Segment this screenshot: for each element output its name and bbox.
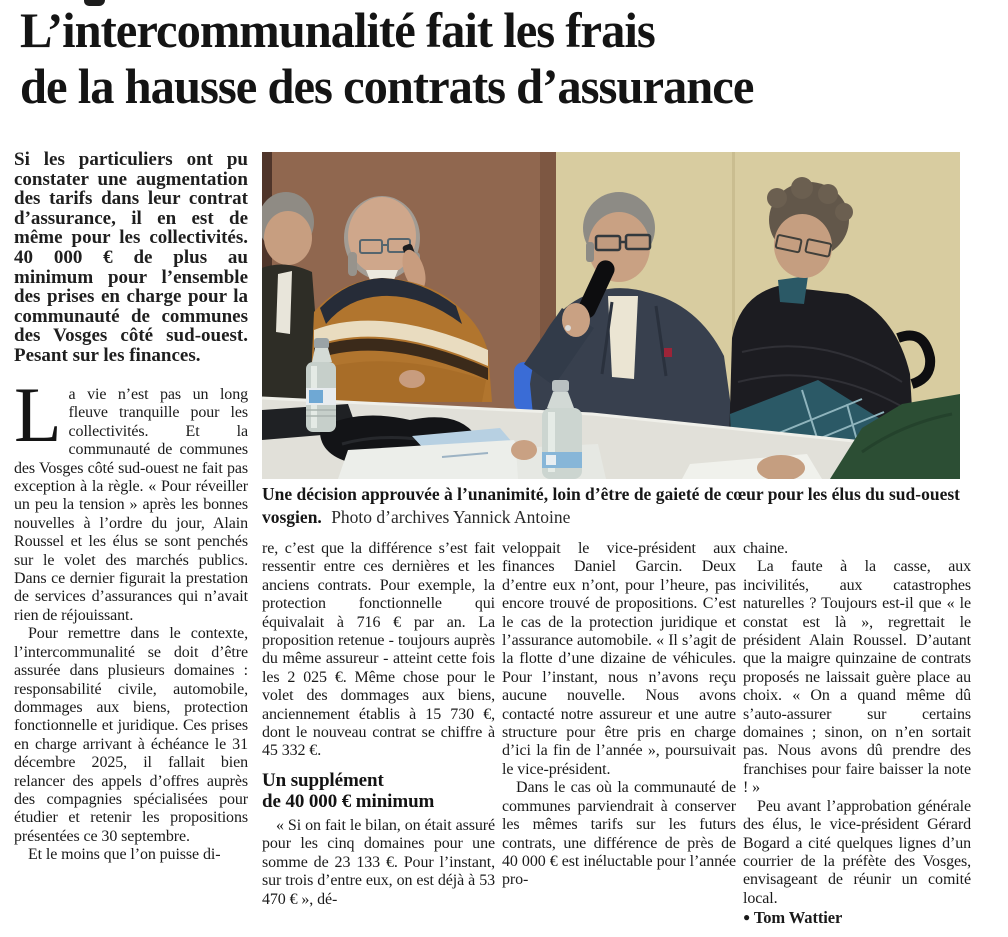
- subhead: [262, 770, 495, 812]
- paragraph: re, c’est que la différence s’est fait ressentir entre ces dernières et les anciens contrats. Pour exemple, la protection fonctionnelle qui équivalait à 716 € par an. La proposition retenue - toujours auprès du même assureur - atteint cette fois les 2 025 €. Même chose pour le volet des dommages aux biens, anciennement établis à 15 730 €, dont le nouveau contrat se chiffre à 45 332 €.: [262, 540, 495, 760]
- article-column-2: [262, 540, 495, 909]
- paragraph: Dans le cas où la communauté de communes parviendrait à conserver les mêmes tarifs sur les futurs contrats, une différence de près de 40 000 € est inéluctable pour l’année pro-: [502, 779, 736, 889]
- paragraph: Peu avant l’approbation générale des élus, le vice-président Gérard Bogard a cité quelques lignes d’un courrier de la préfète des Vosges, envisageant de réunir un comité local.: [743, 797, 971, 907]
- standfirst: Si les particuliers ont pu constater une augmentation des tarifs dans leur contrat d’assurance, il en est de même pour les collectivités. 40 000 € de plus au minimum pour l’ensemble des prises en charge pour la communauté de communes des Vosges côté sud-ouest. Pesant sur les finances.: [14, 149, 248, 366]
- caption-credit: Photo d’archives Yannick Antoine: [331, 507, 571, 527]
- paragraph: « Si on fait le bilan, on était assuré pour les cinq domaines pour une somme de 23 133 €. Pour l’instant, sur trois d’entre eux, on est déjà à 53 470 € », dé-: [262, 816, 495, 908]
- article-column-1: [14, 371, 248, 865]
- paragraph: La faute à la casse, aux incivilités, aux catastrophes naturelles ? Toujours est-il que « le constat est là », regrettait le président Alain Roussel. D’autant que la maigre quinzaine de contrats proposés ne laissait guère place au choix. « On a quand même dû s’auto-assurer sur certains domaines ; sinon, on n’en sortait pas. Nous avons dû prendre des franchises pour faire baisser la note ! »: [743, 558, 971, 797]
- headline: [20, 2, 951, 114]
- byline: [743, 908, 971, 927]
- byline-bullet-icon: ●: [743, 910, 751, 925]
- paragraph: chaine.: [743, 540, 789, 557]
- paragraph-text: a vie n’est pas un long fleuve tranquille pour les collectivités. Et la communauté de communes des Vosges côté sud-ouest ne fait pas exception à la règle. « Pour réveiller un peu la tension » après les bonnes nouvelles à l’ordre du jour, Alain Roussel et les élus se sont penchés sur le volet des marchés publics. Dans ce dernier figurait la prestation de services d’assurances qui n’avait rien de réjouissant.: [14, 386, 248, 624]
- photo-caption: [262, 483, 960, 529]
- byline-name: Tom Wattier: [753, 908, 843, 928]
- paragraph: veloppait le vice-président aux finances Daniel Garcin. Deux d’entre eux n’ont, pour l’heure, pas encore trouvé de propositions. C’est le cas de la protection juridique et l’assurance automobile. « Il s’agit de la flotte d’une dizaine de véhicules. Pour l’instant, nous n’avons reçu aucune nouvelle. Nous avons contacté notre assureur et une autre structure pour être pris en charge d’ici la fin de l’année », poursuivait le vice-président.: [502, 540, 736, 778]
- headline-line-2: de la hausse des contrats d’assurance: [20, 58, 754, 114]
- meeting-photo-illustration: [262, 152, 960, 479]
- paragraph: Et le moins que l’on puisse di-: [28, 846, 221, 864]
- headline-line-1: L’intercommunalité fait les frais: [20, 2, 655, 58]
- article-photo: [262, 152, 960, 479]
- article-column-3: [502, 540, 736, 890]
- paragraph: [14, 371, 248, 625]
- article-column-4: [743, 540, 971, 928]
- drop-cap: L: [14, 371, 62, 458]
- subhead-line-1: Un supplément: [262, 769, 384, 791]
- subhead-line-2: de 40 000 € minimum: [262, 790, 435, 812]
- paragraph: Pour remettre dans le contexte, l’intercommunalité se doit d’être assurée dans plusieurs domaines : responsabilité civile, automobile, dommages aux biens, protection fonctionnelle et juridique. Ces prises en charge arrivant à échéance le 31 décembre 2025, il fallait bien relancer des appels d’offres auprès des compagnies spécialisées pour étudier et retenir les propositions présentées ce 30 septembre.: [14, 625, 248, 845]
- caption-text: Une décision approuvée à l’unanimité, loin d’être de gaieté de cœur pour les élus du sud-ouest vosgien.: [262, 484, 960, 527]
